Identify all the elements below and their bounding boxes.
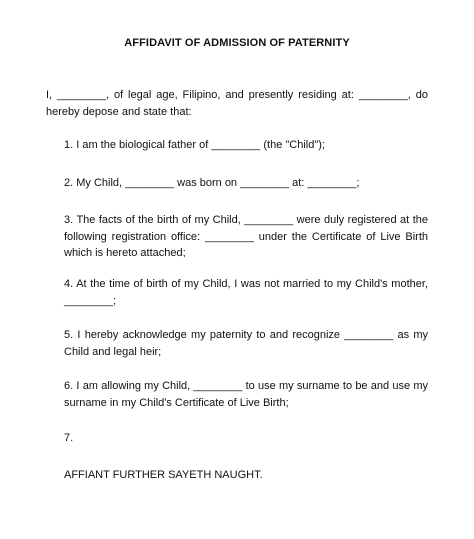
item-5-paragraph: 5. I hereby acknowledge my paternity to and recognize ________ as my Child and legal heir; <box>64 329 428 358</box>
intro-paragraph: I, ________, of legal age, Filipino, and presently residing at: ________, do hereby depose and state that: <box>46 89 428 118</box>
item-2-paragraph: 2. My Child, ________ was born on ________ at: ________; <box>64 177 360 189</box>
closing-statement: AFFIANT FURTHER SAYETH NAUGHT. <box>64 469 263 481</box>
document-title: AFFIDAVIT OF ADMISSION OF PATERNITY <box>124 37 350 49</box>
item-7-paragraph: 7. <box>64 432 74 444</box>
item-6-paragraph: 6. I am allowing my Child, ________ to use my surname to be and use my surname in my Child's Certificate of Live Birth; <box>64 380 428 409</box>
item-3-paragraph: 3. The facts of the birth of my Child, ________ were duly registered at the following registration office: ________ under the Certificate of Live Birth which is hereto attached; <box>64 214 428 259</box>
item-1-paragraph: 1. I am the biological father of ________ (the "Child"); <box>64 139 325 151</box>
item-4-paragraph: 4. At the time of birth of my Child, I was not married to my Child's mother, ________; <box>64 278 428 307</box>
